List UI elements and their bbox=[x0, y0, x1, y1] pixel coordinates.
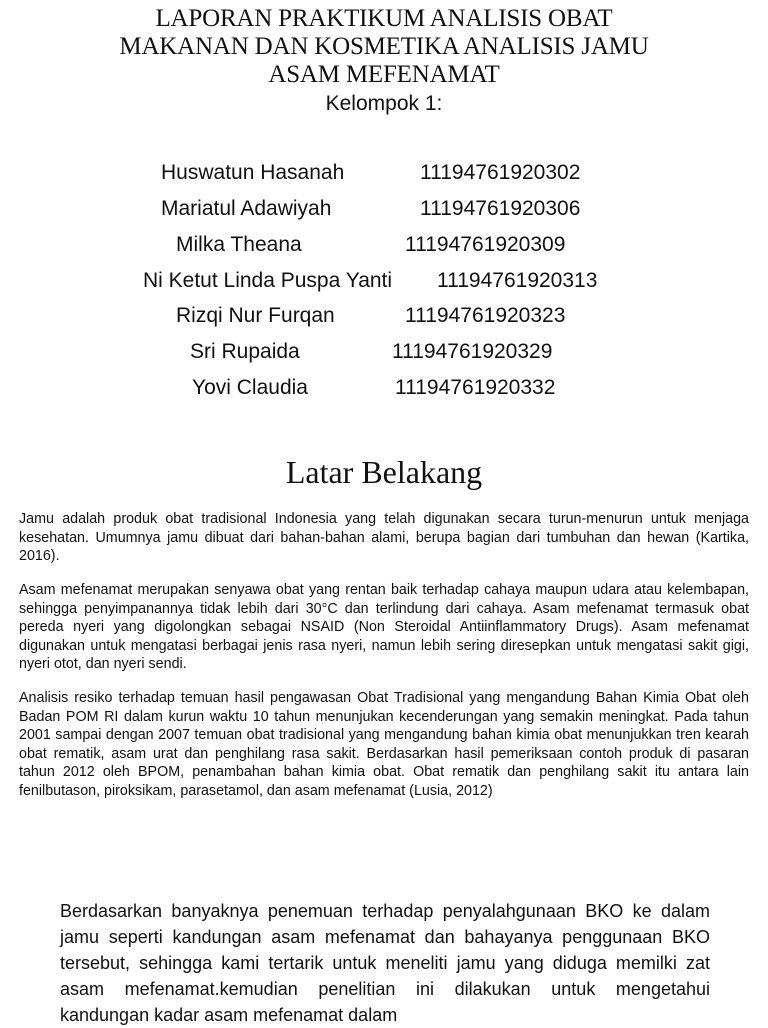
member-row bbox=[0, 194, 768, 224]
paragraph-2: Asam mefenamat merupakan senyawa obat yang rentan baik terhadap cahaya maupun udara atau kelembapan, sehingga penyimpanannya tidak lebih dari 30°C dan terlindung dari cahaya. Asam mefenamat termasuk obat pereda nyeri yang digolongkan sebagai NSAID (Non Steroidal Antiinflammatory Drugs). Asam mefenamat digunakan untuk mengatasi berbagai jenis rasa nyeri, namun lebih sering diresepkan untuk mengatasi sakit gigi, nyeri otot, dan nyeri sendi. bbox=[19, 582, 749, 672]
paragraph-3: Analisis resiko terhadap temuan hasil pengawasan Obat Tradisional yang mengandung Bahan Kimia Obat oleh Badan POM RI dalam kurun waktu 10 tahun menunjukan kecenderungan yang semakin meningkat. Pada tahun 2001 sampai dengan 2007 temuan obat tradisional yang mengandung bahan kimia obat menunjukkan tren kearah obat rematik, asam urat dan penghilang rasa sakit. Berdasarkan hasil pemeriksaan contoh produk di pasaran tahun 2012 oleh BPOM, penambahan bahan kimia obat. Obat rematik dan penghilang sakit itu antara lain fenilbutason, piroksikam, parasetamol, dan asam mefenamat (Lusia, 2012) bbox=[19, 690, 749, 799]
group-label: Kelompok 1: bbox=[325, 92, 443, 115]
member-name: Rizqi Nur Furqan bbox=[176, 304, 335, 327]
paragraph-1: Jamu adalah produk obat tradisional Indonesia yang telah digunakan secara turun-menurun untuk menjaga kesehatan. Umumnya jamu dibuat dari bahan-bahan alami, berupa bagian dari tumbuhan dan hewan (Kartika, 2016). bbox=[19, 511, 749, 564]
member-id: 11194761920332 bbox=[395, 376, 556, 399]
member-row bbox=[0, 266, 768, 296]
member-id: 11194761920329 bbox=[392, 340, 553, 363]
member-name: Sri Rupaida bbox=[190, 340, 300, 363]
member-id: 11194761920306 bbox=[420, 197, 581, 220]
member-row bbox=[0, 301, 768, 331]
member-name: Mariatul Adawiyah bbox=[161, 197, 332, 220]
member-row bbox=[0, 373, 768, 403]
report-title bbox=[40, 5, 728, 89]
report-title-line-1: LAPORAN PRAKTIKUM ANALISIS OBAT bbox=[155, 5, 613, 32]
member-name: Yovi Claudia bbox=[192, 376, 308, 399]
member-row bbox=[0, 230, 768, 260]
member-row bbox=[0, 337, 768, 367]
member-id: 11194761920323 bbox=[405, 304, 566, 327]
report-title-line-3: ASAM MEFENAMAT bbox=[268, 61, 500, 88]
member-name: Milka Theana bbox=[176, 233, 302, 256]
member-id: 11194761920309 bbox=[405, 233, 566, 256]
member-name: Ni Ketut Linda Puspa Yanti bbox=[143, 269, 393, 292]
member-id: 11194761920302 bbox=[420, 161, 581, 184]
section-title: Latar Belakang bbox=[285, 454, 483, 490]
member-name: Huswatun Hasanah bbox=[161, 161, 345, 184]
report-title-line-2: MAKANAN DAN KOSMETIKA ANALISIS JAMU bbox=[119, 33, 649, 60]
paragraph-4: Berdasarkan banyaknya penemuan terhadap penyalahgunaan BKO ke dalam jamu seperti kandungan asam mefenamat dan bahayanya penggunaan BKO tersebut, sehingga kami tertarik untuk meneliti jamu yang diduga memilki zat asam mefenamat.kemudian penelitian ini dilakukan untuk mengetahui kandungan kadar asam mefenamat dalam bbox=[60, 901, 710, 1025]
member-id: 11194761920313 bbox=[437, 269, 598, 292]
member-row bbox=[0, 158, 768, 188]
